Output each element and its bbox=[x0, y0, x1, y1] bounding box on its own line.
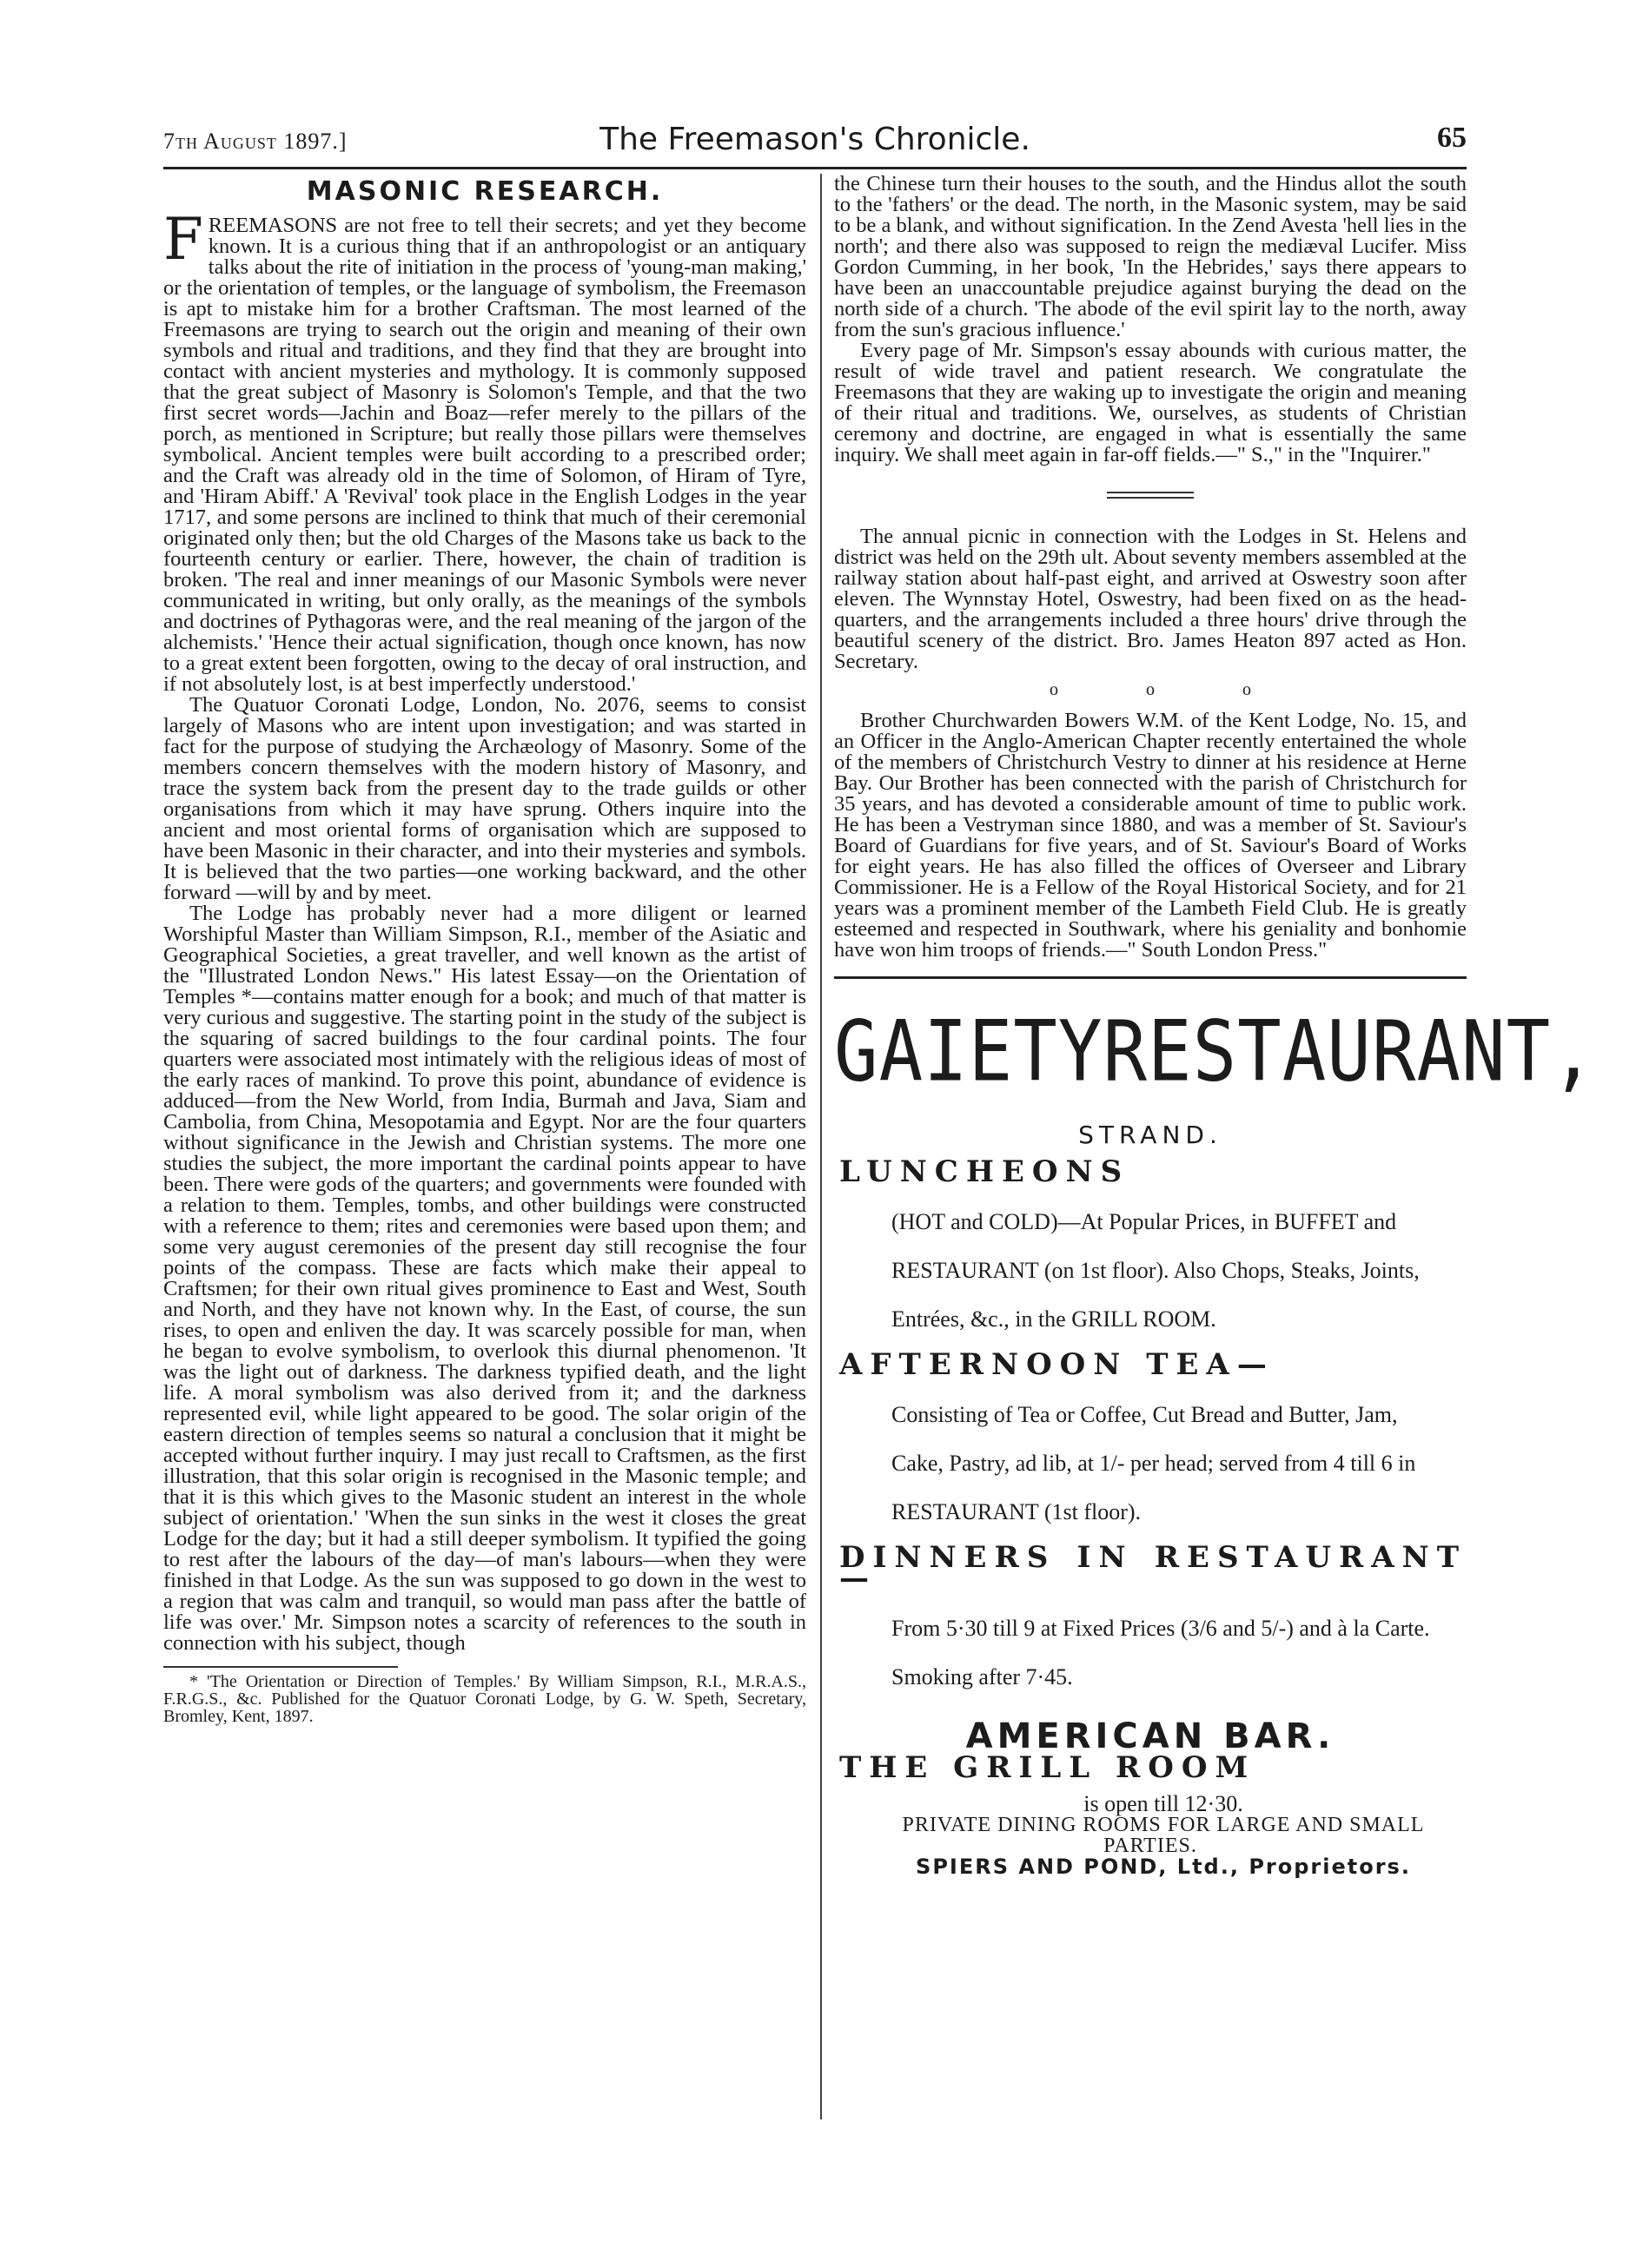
tea-line: Cake, Pastry, ad lib, at 1/- per head; served from 4 till 6 in bbox=[891, 1451, 1416, 1476]
drop-cap: F bbox=[163, 206, 203, 273]
left-column bbox=[163, 174, 806, 1725]
luncheons-line: (HOT and COLD)—At Popular Prices, in BUFFET and bbox=[891, 1209, 1397, 1234]
picnic-note: The annual picnic in connection with the Lodges in St. Helens and district was held on the 29th ult. About seventy members assembled at the railway station about half-past eight, and arrived at Oswestry soon after eleven. The Wynnstay Hotel, Oswestry, had been fixed on as the head-quarters, and the arrangements included a three hours' drive through the beautiful scenery of the district. Bro. James Heaton 897 acted as Hon. Secretary. bbox=[834, 525, 1467, 673]
article-paragraph-2: The Quatuor Coronati Lodge, London, No. 2076, seems to consist largely of Masons who are intent upon investigation; and was started in fact for the purpose of studying the Archæology of Masonry. Some of the members concern themselves with the modern history of Masonry, and trace the system back from the present day to the trade guilds or other organisations from which it may have sprung. Others inquire into the ancient and most oriental forms of organisation which are supposed to have been Masonic in their character, and into their mysteries and symbols. It is believed that the two parties—one working backward, and the other forward —will by and by meet. bbox=[163, 693, 806, 904]
issue-date: 7th August 1897.] bbox=[163, 129, 348, 154]
grill-open-hours: is open till 12·30. bbox=[1083, 1791, 1243, 1816]
tea-line: RESTAURANT (1st floor). bbox=[891, 1499, 1142, 1524]
page-number: 65 bbox=[1437, 122, 1467, 154]
luncheons-line: Entrées, &c., in the GRILL ROOM. bbox=[891, 1306, 1216, 1332]
masthead bbox=[163, 122, 1467, 162]
luncheons-line: RESTAURANT (on 1st floor). Also Chops, Steaks, Joints, bbox=[891, 1258, 1420, 1283]
article-paragraph-3: The Lodge has probably never had a more diligent or learned Worshipful Master than William Simpson, R.I., member of the Asiatic and Geographical Societies, a great traveller, and well known as the artist of the "Illustrated London News." His latest Essay—on the Orientation of Temples *—contains matter enough for a book; and much of that matter is very curious and suggestive. The starting point in the study of the subject is the squaring of sacred buildings to the four cardinal points. The four quarters were associated most intimately with the religious ideas of most of the early races of mankind. To prove this point, abundance of evidence is adduced—from the New World, from India, Burmah and Java, Siam and Cambolia, from China, Mesopotamia and Egypt. Nor are the four quarters without significance in the Jewish and Christian systems. The more one studies the subject, the more important the cardinal points appear to have been. There were gods of the quarters; and governments were founded with a relation to them. Temples, tombs, and other buildings were constructed with a reference to them; rites and ceremonies were based upon them; and some very august ceremonies of the present day still recognise the four points of the compass. These are facts which make their appeal to Craftsmen; for their own ritual gives prominence to East and West, South and North, and they have not known why. In the East, of course, the sun rises, to open and enliven the day. It was scarcely possible for man, when he began to evolve symbolism, to overlook this diurnal phenomenon. 'It was the light out of darkness. The darkness typified death, and the light life. A moral symbolism was also derived from it; and the darkness represented evil, while light appeared to be good. The solar origin of the eastern direction of temples seems so natural a conclusion that it might be accepted without further inquiry. I may just recall to Craftsmen, as the first illustration, that this solar origin is recognised in the Masonic temple; and that it is this which gives to the Masonic student an interest in the whole subject of orientation.' 'When the sun sinks in the west it closes the great Lodge for the day; but it had a still deeper symbolism. It typified the going to rest after the labours of the day—of man's labours—when they were finished in that Lodge. As the sun was supposed to go down in the west to a region that was calm and tranquil, so would man pass after the battle of life was over.' Mr. Simpson notes a scarcity of references to the south in connection with his subject, though bbox=[163, 902, 806, 1655]
private-rooms: PRIVATE DINING ROOMS FOR LARGE AND SMALL PARTIES. bbox=[902, 1814, 1425, 1857]
masthead-rule bbox=[163, 167, 1467, 169]
dinners-line: From 5·30 till 9 at Fixed Prices (3/6 and 5/-) and à la Carte. bbox=[891, 1616, 1430, 1641]
american-bar: AMERICAN BAR. bbox=[965, 1716, 1335, 1756]
proprietors: SPIERS AND POND, Ltd., Proprietors. bbox=[916, 1855, 1411, 1879]
section-separator bbox=[1107, 492, 1194, 499]
column-divider bbox=[820, 174, 822, 2119]
footnote-rule bbox=[163, 1666, 398, 1668]
advert-title-left: GAIETY bbox=[834, 1002, 1103, 1101]
article-continuation-1: the Chinese turn their houses to the south, and the Hindus allot the south to the 'fathers' or the dead. The north, in the Masonic system, may be said to be a blank, and without signification. In the Zend Avesta 'hell lies in the north'; and there also was supposed to reign the mediæval Lucifer. Miss Gordon Cumming, in her book, 'In the Hebrides,' says there appears to have been an unaccountable prejudice against burying the dead on the north side of a church. 'The abode of the evil spirit lay to the north, away from the sun's gracious influence.' bbox=[834, 172, 1467, 341]
grill-heading: THE GRILL ROOM bbox=[839, 1750, 1256, 1785]
luncheons-body bbox=[834, 1198, 1467, 1344]
article-paragraph-1 bbox=[163, 206, 806, 696]
advert-title bbox=[834, 1002, 1596, 1101]
dinners-line: Smoking after 7·45. bbox=[891, 1664, 1073, 1689]
bowers-note: Brother Churchwarden Bowers W.M. of the Kent Lodge, No. 15, and an Officer in the Anglo-American Chapter recently entertained the whole of the members of Christchurch Vestry to dinner at his residence at Herne Bay. Our Brother has been connected with the parish of Christchurch for 35 years, and has devoted a considerable amount of time to public work. He has been a Vestryman since 1880, and was a member of St. Saviour's Board of Guardians for five years, and of St. Saviour's Board of Works for eight years. He has also filled the offices of Overseer and Library Commissioner. He is a Fellow of the Royal Historical Society, and for 21 years was a prominent member of the Lambeth Field Club. He is greatly esteemed and respected in Southwark, where his geniality and bonhomie have won him troops of friends.—" South London Press." bbox=[834, 709, 1467, 962]
luncheons-heading: LUNCHEONS bbox=[839, 1154, 1130, 1189]
footnote: * 'The Orientation or Direction of Temples.' By William Simpson, R.I., M.R.A.S., F.R.G.S., &c. Published for the Quatuor Coronati Lodge, by G. W. Speth, Secretary, Bromley, Kent, 1897. bbox=[163, 1672, 806, 1726]
article-heading: MASONIC RESEARCH. bbox=[306, 176, 664, 207]
tea-line: Consisting of Tea or Coffee, Cut Bread and Butter, Jam, bbox=[891, 1402, 1398, 1427]
dinners-heading: DINNERS IN RESTAURANT— bbox=[839, 1540, 1467, 1596]
article-paragraph-1-text: REEMASONS are not free to tell their secrets; and yet they become known. It is a curious thing that if an anthropologist or an antiquary talks about the rite of initiation in the process of 'young-man making,' or the orientation of temples, or the language of symbolism, the Freemason is apt to mistake him for a brother Craftsman. The most learned of the Freemasons are trying to search out the origin and meaning of their own symbols and ritual and traditions, and they find that they are brought into contact with ancient mysteries and mythology. It is commonly supposed that the great subject of Masonry is Solomon's Temple, and that the two first secret words—Jachin and Boaz—refer merely to the pillars of the porch, as mentioned in Scripture; but really those pillars were themselves symbolical. Ancient temples were built according to a prescribed order; and the Craft was already old in the time of Solomon, of Hiram of Tyre, and 'Hiram Abiff.' A 'Revival' took place in the English Lodges in the year 1717, and some persons are inclined to think that much of their ceremonial originated only then; but the old Charges of the Masons take us back to the fourteenth century or earlier. There, however, the chain of tradition is broken. 'The real and inner meanings of our Masonic Symbols were never communicated in writing, but only orally, as the meanings of the symbols and doctrines of Pythagoras were, and the real meaning of the jargon of the alchemists.' 'Hence their actual signification, though once known, has now to a great extent been forgotten, owing to the decay of oral instruction, and if not absolutely lost, is at best imperfectly understood.' bbox=[163, 214, 806, 696]
advert-title-right: RESTAURANT, bbox=[1103, 1002, 1596, 1101]
dinners-body bbox=[834, 1604, 1467, 1702]
article-continuation-2: Every page of Mr. Simpson's essay abounds with curious matter, the result of wide travel and patient research. We congratulate the Freemasons that they are waking up to investigate the origin and meaning of their ritual and traditions. We, ourselves, as students of Christian ceremony and doctrine, are engaged in what is essentially the same inquiry. We shall meet again in far-off fields.—" S.," in the "Inquirer." bbox=[834, 339, 1467, 466]
advert-subtitle: STRAND. bbox=[1078, 1121, 1222, 1149]
tea-heading: AFTERNOON TEA— bbox=[839, 1347, 1275, 1382]
tea-body bbox=[834, 1391, 1467, 1537]
advert-rule bbox=[834, 976, 1467, 979]
right-column bbox=[834, 172, 1596, 1879]
publication-title: The Freemason's Chronicle. bbox=[599, 122, 1030, 157]
ornament-divider: o o o bbox=[1050, 680, 1293, 699]
